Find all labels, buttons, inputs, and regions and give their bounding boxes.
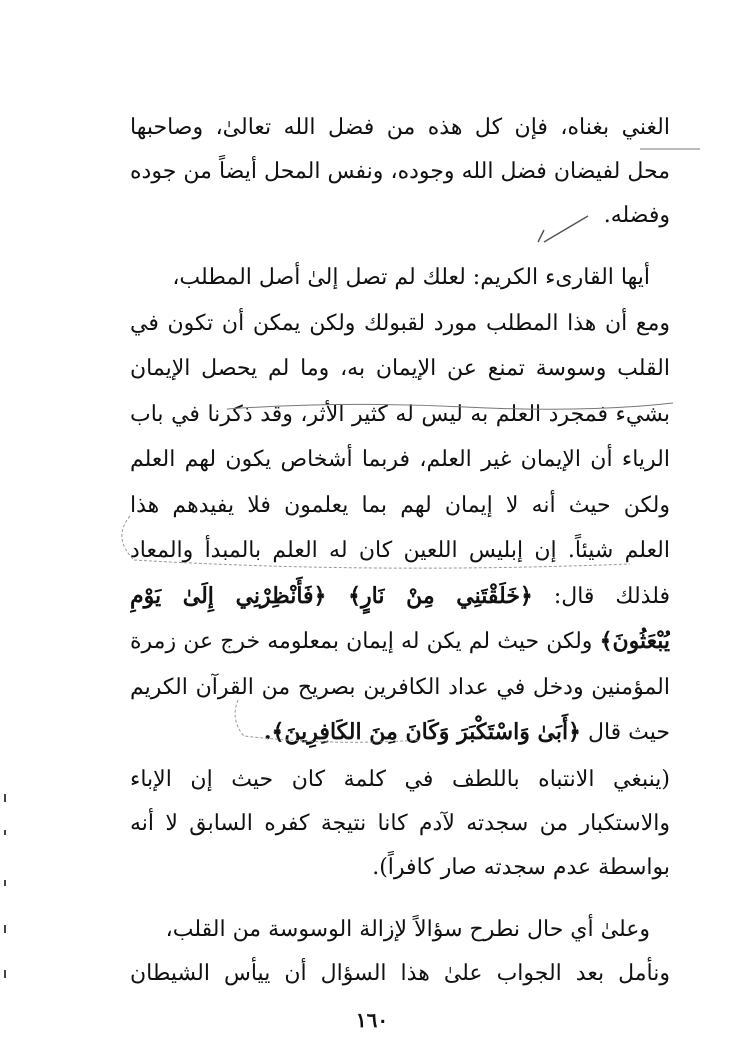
text-line-quote: [130, 619, 670, 665]
margin-scan-marks: [0, 700, 12, 1000]
quran-verse: ﴿خَلَقْتَنِي مِنْ نَارٍ﴾ ﴿فَأَنْظِرْنِي إِلَىٰ يَوْمِ: [130, 582, 533, 609]
page-number: ١٦٠: [355, 1008, 389, 1032]
text-segment: فلذلك قال:: [553, 583, 670, 609]
text-line: بواسطة عدم سجدته صار كافراً).: [372, 855, 670, 880]
text-line: ونأمل بعد الجواب علىٰ هذا السؤال أن ييأس الشيطان: [130, 961, 670, 986]
quran-verse: ﴿أَبَىٰ وَاسْتَكْبَرَ وَكَانَ مِنَ الكَافِرِينَ﴾.: [263, 719, 581, 745]
text-line: أيها القارىء الكريم: لعلك لم تصل إلىٰ أصل المطلب،: [172, 265, 650, 290]
text-line: القلب وسوسة تمنع عن الإيمان به، وما لم يحصل الإيمان: [130, 356, 670, 381]
text-line: والاستكبار من سجدته لآدم كانا نتيجة كفره السابق لا أنه: [130, 811, 670, 836]
text-segment: حيث قال: [587, 720, 670, 745]
text-line: العلم شيئاً. إن إبليس اللعين كان له العلم بالمبدأ والمعاد: [130, 538, 670, 563]
pencil-underline-mark: [225, 395, 675, 415]
text-line: محل لفيضان فضل الله وجوده، ونفس المحل أيضاً من جوده: [130, 159, 670, 184]
text-line: المؤمنين ودخل في عداد الكافرين بصريح من القرآن الكريم: [130, 674, 670, 700]
pencil-bracket-mark: [110, 508, 650, 578]
text-line: الغني بغناه، فإن كل هذه من فضل الله تعالىٰ، وصاحبها: [130, 115, 670, 140]
text-line: (ينبغي الانتباه باللطف في كلمة كان حيث إن الإباء: [130, 767, 670, 792]
paragraph-2: [130, 255, 670, 756]
text-line: وعلىٰ أي حال نطرح سؤالاً لإزالة الوسوسة من القلب،: [165, 917, 650, 942]
paragraph-3: [130, 758, 670, 890]
paragraph-4: [130, 908, 670, 996]
text-line: وفضله.: [603, 203, 670, 228]
text-line-quote: [130, 574, 670, 620]
text-line: الرياء أن الإيمان غير العلم، فربما أشخاص يكون لهم العلم: [130, 447, 670, 472]
text-line: ولكن حيث أنه لا إيمان لهم بما يعلمون فلا يفيدهم هذا: [130, 492, 670, 518]
pencil-check-mark-icon: [534, 208, 594, 248]
text-segment: ولكن حيث لم يكن له إيمان بمعلومه خرج عن زمرة: [130, 629, 593, 654]
text-line: ومع أن هذا المطلب مورد لقبولك ولكن يمكن أن تكون في: [130, 310, 670, 336]
pencil-bracket-mark: [230, 690, 430, 750]
quran-verse: يُبْعَثُونَ﴾: [599, 628, 670, 654]
text-line: بشيء فمجرد العلم به ليس له كثير الأثر، وقد ذكرنا في باب: [130, 401, 670, 427]
